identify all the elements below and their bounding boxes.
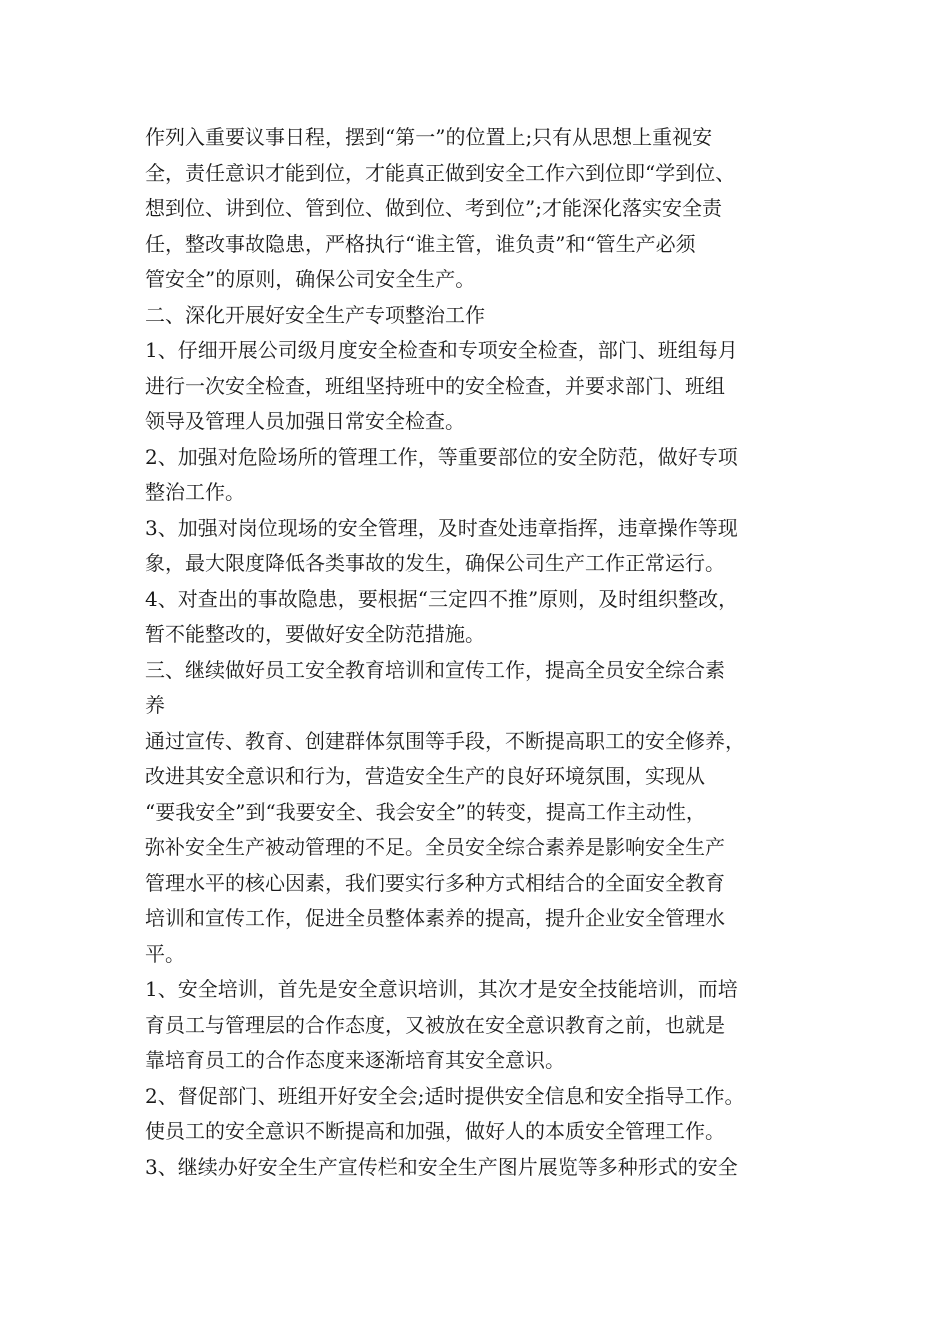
text-line: “要我安全”到“我要安全、我会安全”的转变，提高工作主动性， (145, 799, 706, 824)
text-line: 1、仔细开展公司级月度安全检查和专项安全检查，部门、班组每月 (145, 338, 738, 362)
text-line: 全，责任意识才能到位，才能真正做到安全工作六到位即“学到位、 (145, 160, 736, 185)
text-line: 整治工作。 (145, 480, 245, 504)
text-line: 4、对查出的事故隐患，要根据“三定四不推”原则，及时组织整改， (145, 586, 739, 611)
text-line: 任，整改事故隐患，严格执行“谁主管，谁负责”和“管生产必须 (145, 231, 696, 256)
text-line: 2、加强对危险场所的管理工作，等重要部位的安全防范，做好专项 (145, 444, 738, 469)
section-heading: 二、深化开展好安全生产专项整治工作 (145, 302, 485, 327)
text-line: 管理水平的核心因素，我们要实行多种方式相结合的全面安全教育 (145, 870, 725, 895)
text-line: 暂不能整改的，要做好安全防范措施。 (145, 622, 485, 646)
text-line: 领导及管理人员加强日常安全检查。 (145, 409, 465, 433)
text-line: 使员工的安全意识不断提高和加强，做好人的本质安全管理工作。 (145, 1119, 725, 1143)
section-heading: 三、继续做好员工安全教育培训和宣传工作，提高全员安全综合素 (145, 657, 725, 682)
text-line: 通过宣传、教育、创建群体氛围等手段，不断提高职工的安全修养， (145, 728, 745, 753)
text-line: 弥补安全生产被动管理的不足。全员安全综合素养是影响安全生产 (145, 835, 725, 859)
text-line: 作列入重要议事日程，摆到“第一”的位置上;只有从思想上重视安 (145, 125, 713, 149)
text-line: 靠培育员工的合作态度来逐渐培育其安全意识。 (145, 1048, 565, 1072)
text-line: 3、继续办好安全生产宣传栏和安全生产图片展览等多种形式的安全 (145, 1154, 738, 1179)
text-line: 育员工与管理层的合作态度，又被放在安全意识教育之前，也就是 (145, 1012, 725, 1037)
text-line: 2、督促部门、班组开好安全会;适时提供安全信息和安全指导工作。 (145, 1083, 745, 1108)
text-line: 象，最大限度降低各类事故的发生，确保公司生产工作正常运行。 (145, 551, 725, 575)
text-line: 3、加强对岗位现场的安全管理，及时查处违章指挥，违章操作等现 (145, 515, 738, 540)
document-body (145, 120, 825, 1185)
section-heading: 养 (145, 693, 165, 717)
text-line: 管安全”的原则，确保公司安全生产。 (145, 267, 476, 291)
text-line: 进行一次安全检查，班组坚持班中的安全检查，并要求部门、班组 (145, 373, 725, 398)
text-line: 1、安全培训，首先是安全意识培训，其次才是安全技能培训，而培 (145, 977, 738, 1001)
text-line: 平。 (145, 941, 185, 966)
text-line: 改进其安全意识和行为，营造安全生产的良好环境氛围，实现从 (145, 764, 705, 788)
text-line: 想到位、讲到位、管到位、做到位、考到位”;才能深化落实安全责 (145, 196, 722, 220)
text-line: 培训和宣传工作，促进全员整体素养的提高，提升企业安全管理水 (145, 906, 725, 930)
